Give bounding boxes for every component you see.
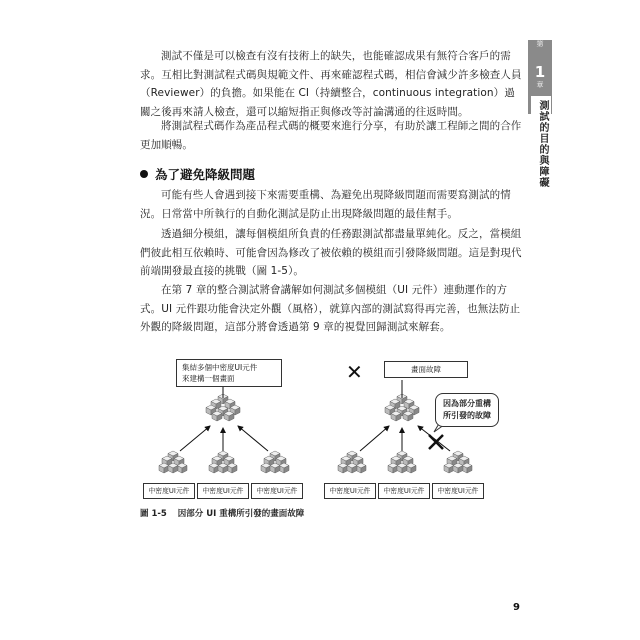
- chapter-label-bottom: 章: [536, 81, 544, 89]
- left-bottom-cluster-1: [159, 451, 187, 473]
- component-label-left-2: 中密度UI元件: [197, 483, 249, 499]
- left-note-box: [176, 359, 282, 387]
- component-label-right-2: 中密度UI元件: [378, 483, 430, 499]
- caption-number: 圖 1-5: [140, 509, 167, 519]
- chapter-title: 測試的目的與障礙: [531, 96, 551, 192]
- left-arrow-3: [238, 426, 268, 451]
- paragraph-1: 測試不僅是可以檢查有沒有技術上的缺失，也能確認成果有無符合客戶的需求。互相比對測試程式碼與規範文件、再來確認程式碼，相信會減少許多檢查人員（Reviewer）的負擔。如果能在 CI（持續整合，continuous integration）過關之後再來請人檢查，還可以縮短指正與修改等討論溝通的往返時間。: [140, 50, 522, 118]
- left-top-cluster: [206, 394, 240, 421]
- page-number: 9: [513, 602, 520, 613]
- paragraph-3: 可能有些人會遇到接下來需要重構、為避免出現降級問題而需要寫測試的情況。日常當中所執行的自動化測試是防止出現降級問題的最佳幫手。: [140, 189, 511, 220]
- component-label-left-3: 中密度UI元件: [251, 483, 303, 499]
- component-label-right-1: 中密度UI元件: [324, 483, 376, 499]
- section-heading-text: 為了避免降級問題: [155, 167, 256, 182]
- caption-text: 因部分 UI 重構所引發的畫面故障: [177, 509, 305, 519]
- chapter-label-top: 第: [536, 40, 544, 48]
- component-label-right-3: 中密度UI元件: [432, 483, 484, 499]
- left-arrow-1: [180, 426, 210, 451]
- speech-text: 因為部分重構 所引發的故障: [443, 399, 491, 420]
- figure-caption: [140, 507, 304, 519]
- failure-cross-icon: ✕: [346, 360, 363, 384]
- chapter-number: 1: [534, 63, 546, 81]
- right-note-box: [384, 361, 468, 378]
- paragraph-5: 在第 7 章的整合測試將會講解如何測試多個模組（UI 元件）連動運作的方式。UI 元件跟功能會決定外觀（風格），就算內部的測試寫得再完善，也無法防止外觀的降級問題，這部分將會透過第 9 章的視覺回歸測試來解套。: [140, 284, 521, 333]
- right-note-text: 畫面故障: [411, 365, 441, 374]
- right-bottom-cluster-2: [388, 451, 416, 473]
- right-top-cluster: [385, 394, 419, 421]
- paragraph-4: 透過細分模組，讓每個模組所負責的任務跟測試都盡量單純化。反之，當模組們彼此相互依賴時、可能會因為修改了被依賴的模組而引發降級問題。這是對現代前端開發最直接的挑戰（圖 1-5）。: [140, 228, 522, 277]
- component-label-left-1: 中密度UI元件: [143, 483, 195, 499]
- speech-bubble: [435, 393, 499, 427]
- paragraph-2: 將測試程式碼作為產品程式碼的概要來進行分享，有助於讓工程師之間的合作更加順暢。: [140, 120, 522, 151]
- left-bottom-cluster-3: [261, 451, 289, 473]
- broken-link-cross-icon: [429, 435, 443, 449]
- figure-1-5: [140, 356, 530, 516]
- right-bottom-cluster-3: [444, 451, 472, 473]
- left-note-text: 集結多個中密度UI元件 來建構一個畫面: [182, 363, 258, 383]
- right-arrow-1: [360, 426, 389, 451]
- section-heading: [140, 165, 255, 183]
- right-bottom-cluster-1: [338, 451, 366, 473]
- left-bottom-cluster-2: [209, 451, 237, 473]
- bullet-dot-icon: [140, 170, 148, 178]
